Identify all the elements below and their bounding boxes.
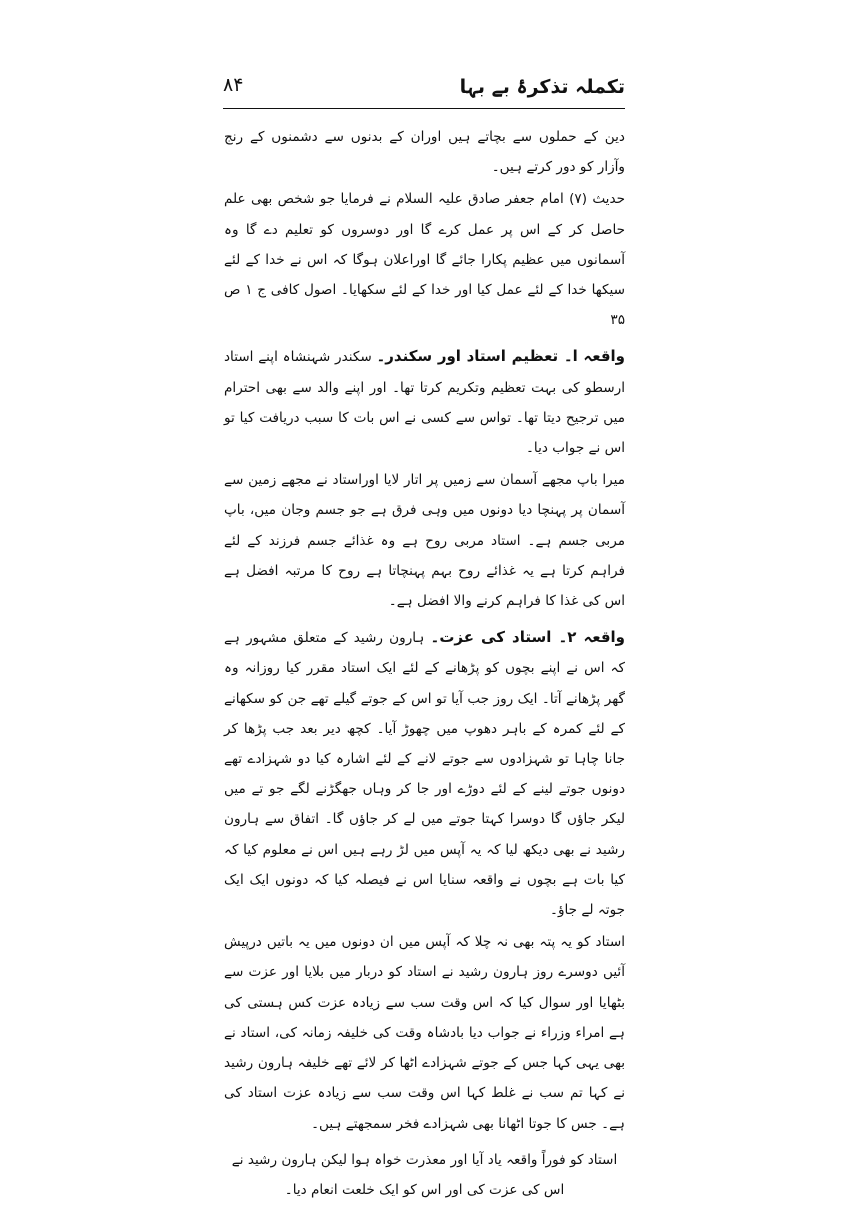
running-title: تکملہ تذکرۂ بے بہا	[459, 76, 625, 98]
paragraph-incident-1	[224, 341, 625, 463]
paragraph-text: میرا باپ مجھے آسمان سے زمیں پر اتار لایا اوراستاد نے مجھے زمین سے آسمان پر پہنچا دیا دونوں میں وہی فرق ہے جو جسم وجان میں، باپ مربی جسم ہے۔ استاد مربی روح ہے وہ غذائے جسم فرزند کے لئے فراہم کرتا ہے یہ غذائے روح بہم پہنچاتا ہے روح کا مرتبہ افضل ہے اس کی غذا کا فراہم کرنے والا افضل ہے۔	[224, 472, 625, 610]
paragraph-hadith-7	[224, 184, 625, 335]
header-rule	[223, 108, 625, 109]
paragraph-text: استاد کو فوراً واقعہ یاد آیا اور معذرت خواہ ہوا لیکن ہارون رشید نے اس کی عزت کی اور اس کو ایک خلعت انعام دیا۔	[231, 1151, 618, 1198]
paragraph-text: حدیث (۷) امام جعفر صادق علیہ السلام نے فرمایا جو شخص بھی علم حاصل کر کے اس پر عمل کرے گا اور دوسروں کو تعلیم دے گا وہ آسمانوں میں عظیم پکارا جائے گا اوراعلان ہوگا کہ اس نے خدا کے لئے سیکھا خدا کے لئے عمل کیا اور خدا کے لئے سکھایا۔ اصول کافی ج ۱ ص ۳۵	[224, 191, 625, 329]
page-body	[224, 122, 625, 1205]
paragraph-incident-2	[224, 622, 625, 925]
page-header	[223, 72, 625, 112]
paragraph-court-question	[224, 927, 625, 1138]
paragraph-text: دین کے حملوں سے بچاتے ہیں اوران کے بدنوں سے دشمنوں کے رنج وآزار کو دور کرتے ہیں۔	[224, 129, 625, 176]
page-number: ۸۴	[223, 74, 244, 96]
incident-heading: واقعہ ۲۔ استاد کی عزت۔	[430, 628, 626, 647]
paragraph-text: ہارون رشید کے متعلق مشہور ہے کہ اس نے اپنے بچوں کو پڑھانے کے لئے ایک استاد مقرر کیا روزانہ وہ گھر پڑھانے آتا۔ ایک روز جب آیا تو اس کے جوتے گیلے تھے جن کو سکھانے کے لئے کمرہ کے باہر دھوپ میں چھوڑ آیا۔ کچھ دیر بعد جب پڑھا کر جانا چاہا تو شہزادوں سے جوتے لانے کے لئے اشارہ کیا دو شہزادے تھے دونوں جوتے لینے کے لئے دوڑے اور جا کر وہاں جھگڑنے لگے جو تے میں لیکر جاؤں گا دوسرا کہتا جوتے میں لے کر جاؤں گا۔ اتفاق سے ہارون رشید نے بھی دیکھ لیا کہ یہ آپس میں لڑ رہے ہیں اس نے معلوم کیا کہ کیا بات ہے بچوں نے واقعہ سنایا اس نے فیصلہ کیا کہ دونوں ایک ایک جوتہ لے جاؤ۔	[224, 630, 625, 919]
paragraph-text: استاد کو یہ پتہ بھی نہ چلا کہ آپس میں ان دونوں میں یہ باتیں درپیش آئیں دوسرے روز ہارون رشید نے استاد کو دربار میں بلایا اور عزت سے بٹھایا اور سوال کیا کہ اس وقت سب سے زیادہ عزت کس ہستی کی ہے امراء وزراء نے جواب دیا بادشاہ وقت کی خلیفہ زمانہ کی، استاد نے بھی یہی کہا جس کے جوتے شہزادے اٹھا کر لائے تھے خلیفہ ہارون رشید نے کہا تم سب نے غلط کہا اس وقت سب سے زیادہ عزت استاد کی ہے۔ جس کا جوتا اٹھانا بھی شہزادے فخر سمجھتے ہیں۔	[224, 934, 625, 1132]
paragraph-text: سکندر شہنشاہ اپنے استاد ارسطو کی بہت تعظیم وتکریم کرتا تھا۔ اور اپنے والد سے بھی احترام میں ترجیح دیتا تھا۔ تواس سے کسی نے اس بات کا سبب دریافت کیا تو اس نے جواب دیا۔	[224, 349, 625, 457]
paragraph-intro-continuation	[224, 122, 625, 182]
incident-heading: واقعہ ا۔ تعظیم استاد اور سکندر۔	[376, 347, 625, 366]
paragraph-closing	[224, 1145, 625, 1205]
paragraph-father-teacher	[224, 465, 625, 616]
